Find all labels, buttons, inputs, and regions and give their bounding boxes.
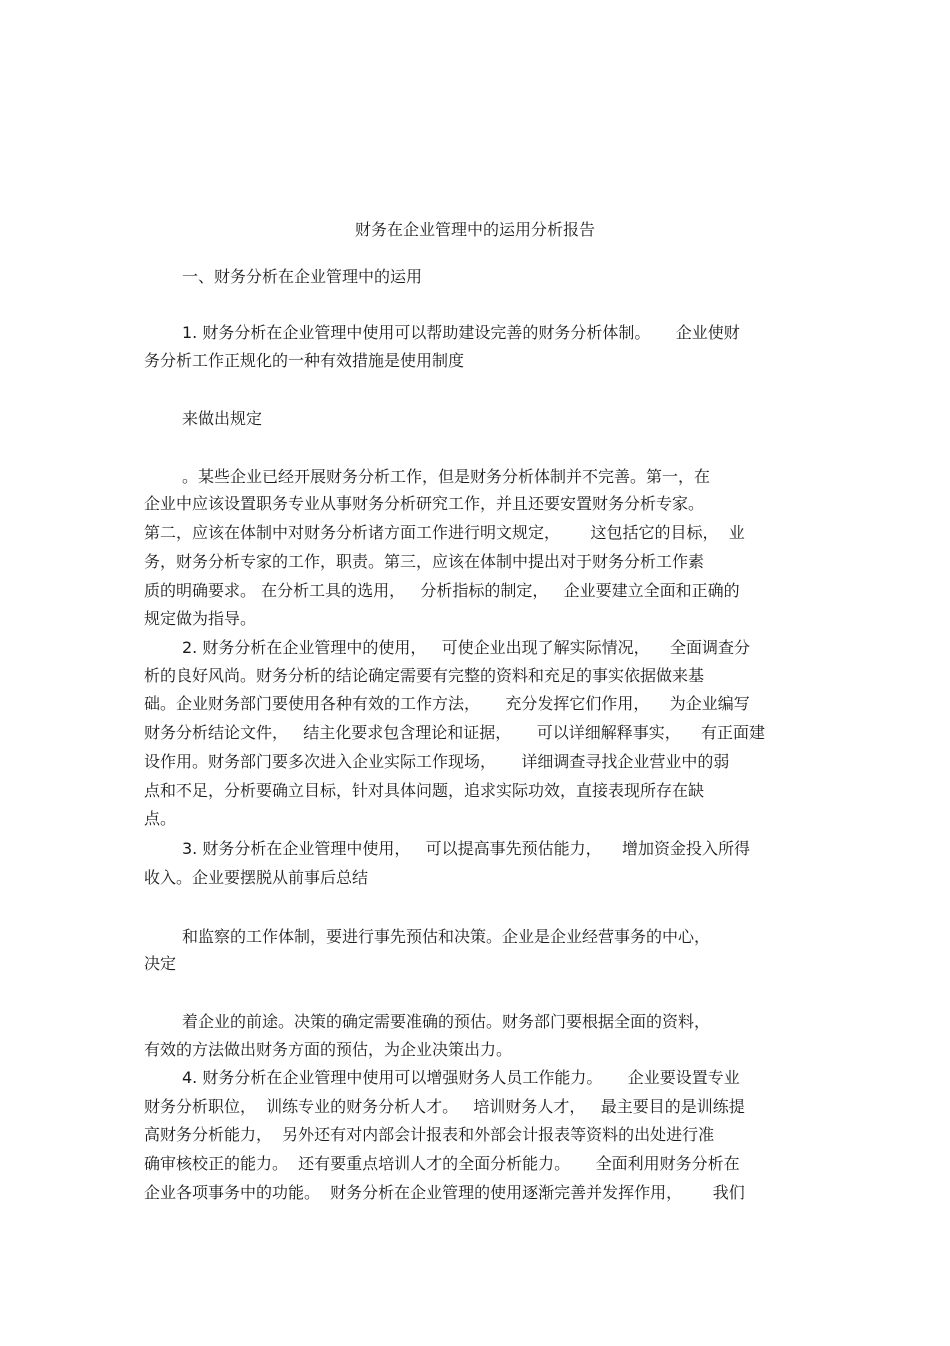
paragraph-line: 2. 财务分析在企业管理中的使用， 可使企业出现了解实际情况， 全面调查分: [182, 638, 750, 657]
paragraph-line: 务，财务分析专家的工作，职责。第三，应该在体制中提出对于财务分析工作素: [144, 552, 705, 571]
paragraph-line: 企业中应该设置职务专业从事财务分析研究工作，并且还要安置财务分析专家。: [144, 494, 705, 513]
paragraph-line: 确审核校正的能力。 还有要重点培训人才的全面分析能力。 全面利用财务分析在: [144, 1154, 740, 1173]
paragraph-line: 规定做为指导。: [144, 609, 257, 628]
paragraph-line: 。某些企业已经开展财务分析工作，但是财务分析体制并不完善。第一，在: [182, 467, 711, 486]
paragraph-line: 收入。企业要摆脱从前事后总结: [144, 868, 369, 887]
section-heading: 一、财务分析在企业管理中的运用: [182, 267, 423, 286]
paragraph-line: 务分析工作正规化的一种有效措施是使用制度: [144, 351, 465, 370]
paragraph-line: 决定: [144, 954, 177, 973]
paragraph-line: 4. 财务分析在企业管理中使用可以增强财务人员工作能力。 企业要设置专业: [182, 1068, 740, 1087]
paragraph-line: 设作用。财务部门要多次进入企业实际工作现场， 详细调查寻找企业营业中的弱: [144, 752, 730, 771]
paragraph-line: 第二，应该在体制中对财务分析诸方面工作进行明文规定， 这包括它的目标， 业: [144, 523, 745, 542]
paragraph-line: 点和不足，分析要确立目标，针对具体问题，追求实际功效，直接表现所存在缺: [144, 781, 705, 800]
paragraph-line: 础。企业财务部门要使用各种有效的工作方法， 充分发挥它们作用， 为企业编写: [144, 694, 750, 713]
paragraph-line: 着企业的前途。决策的确定需要准确的预估。财务部门要根据全面的资料，: [182, 1012, 711, 1031]
paragraph-line: 1. 财务分析在企业管理中使用可以帮助建设完善的财务分析体制。 企业使财: [182, 323, 740, 342]
paragraph-line: 有效的方法做出财务方面的预估，为企业决策出力。: [144, 1040, 513, 1059]
paragraph-line: 高财务分析能力， 另外还有对内部会计报表和外部会计报表等资料的出处进行准: [144, 1125, 715, 1144]
paragraph-line: 来做出规定: [182, 409, 263, 428]
paragraph-line: 和监察的工作体制，要进行事先预估和决策。企业是企业经营事务的中心，: [182, 927, 711, 946]
paragraph-line: 点。: [144, 809, 177, 828]
paragraph-line: 财务分析结论文件， 结主化要求包含理论和证据， 可以详细解释事实， 有正面建: [144, 723, 766, 742]
document-title: 财务在企业管理中的运用分析报告: [354, 220, 595, 239]
paragraph-line: 质的明确要求。 在分析工具的选用， 分析指标的制定， 企业要建立全面和正确的: [144, 581, 740, 600]
paragraph-line: 企业各项事务中的功能。 财务分析在企业管理的使用逐渐完善并发挥作用， 我们: [144, 1183, 745, 1202]
paragraph-line: 财务分析职位， 训练专业的财务分析人才。 培训财务人才， 最主要目的是训练提: [144, 1097, 745, 1116]
paragraph-line: 析的良好风尚。财务分析的结论确定需要有完整的资料和充足的事实依据做来基: [144, 666, 705, 685]
paragraph-line: 3. 财务分析在企业管理中使用， 可以提高事先预估能力， 增加资金投入所得: [182, 839, 750, 858]
